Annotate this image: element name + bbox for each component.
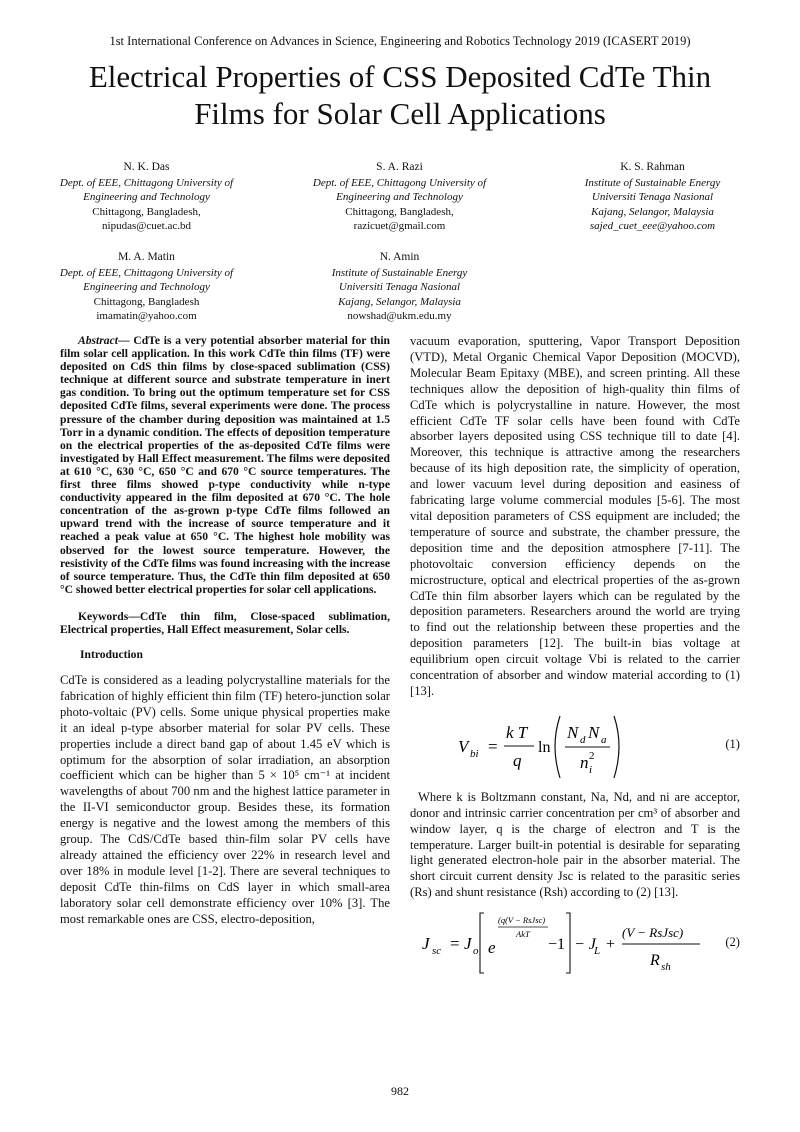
author-affiliation: Universiti Tenaga Nasional bbox=[338, 281, 461, 293]
eq1-ln: ln bbox=[538, 738, 551, 756]
intro-paragraph: CdTe is considered as a leading polycrystalline materials for the fabrication of highly efficient thin film (TF) hetero-junction solar photo-voltaic (PV) cells. Some unique physical properties make it an ideal p-type absorber material for solar PV cells. These properties include a direct band gap of about 1.45 eV which is optimum for the absorption of solar irradiation, an absorption coefficient which can be higher than 5 × 10⁵ cm⁻¹ at incident wavelengths of about 700 nm and the highest lattice parameter in the II-VI semiconductor group. Besides these, its formation energy is negative and the lowest among the members of this group. The CdS/CdTe based thin-film solar PV cells have already attained the efficiency over 22% in research level and over 18% in module level [1-2]. There are several techniques to deposit CdTe thin-films on CdS layer in which small-area laboratory solar cell demonstrate efficiency over 10% [3]. The most remarkable ones are CSS, electro-deposition, bbox=[60, 672, 390, 926]
eq2-e: e bbox=[488, 938, 496, 958]
page-number: 982 bbox=[391, 1084, 409, 1098]
eq2-exp-den: AkT bbox=[516, 929, 530, 940]
equation-2 bbox=[410, 907, 740, 979]
author-block bbox=[20, 250, 273, 324]
author-row-2 bbox=[20, 250, 780, 324]
author-location: Chittagong, Bangladesh bbox=[93, 295, 200, 308]
author-name: S. A. Razi bbox=[376, 161, 423, 173]
author-name: K. S. Rahman bbox=[620, 161, 685, 173]
author-name: N. K. Das bbox=[123, 161, 170, 173]
abstract-text: CdTe is a very potential absorber material for thin film solar cell application. In this work CdTe thin films (TF) were deposited on CdS thin films by close-spaced sublimation (CSS) technique at different source and substrate temperature in inert gas condition. To bring out the optimum temperature set for CSS deposited CdTe films, several experiments were done. The process pressure of the chamber during deposition was maintained at 1.5 Torr in a dynamic condition. The effects of deposition temperature on the electrical properties of the as-deposited CdTe films were investigated by Hall Effect measurement. The films were deposited at 610 °C, 630 °C, 650 °C and 670 °C source temperatures. The first three films showed p-type conductivity while n-type conductivity appeared in the film deposited at 670 °C. The hole concentration of the as-grown p-type CdTe films followed an upward trend with the increase of source temperature and it reached a peak value at 650 °C. The highest hole mobility was observed for the lowest source temperature. However, the resistivity of the CdTe films was found increasing with the increase of source temperature. Thus, the CdTe thin film deposited at 650 °C showed better electrical properties for solar cell applications. bbox=[60, 334, 390, 596]
author-name: N. Amin bbox=[379, 251, 420, 263]
abstract-label: Abstract bbox=[78, 334, 118, 347]
equation-2-graphic bbox=[410, 907, 720, 979]
equation-1-number: (1) bbox=[725, 736, 740, 751]
author-block bbox=[20, 160, 273, 234]
author-affiliation: Institute of Sustainable Energy bbox=[584, 176, 721, 189]
eq2-equals: = bbox=[450, 934, 460, 954]
eq1-inner-n2-sub: a bbox=[601, 733, 607, 746]
author-affiliation: Engineering and Technology bbox=[336, 191, 463, 203]
author-email: imamatin@yahoo.com bbox=[96, 310, 197, 322]
right-column bbox=[410, 334, 740, 981]
equation-1 bbox=[410, 702, 740, 788]
eq2-exp-num: (q(V − RsJsc) bbox=[498, 915, 546, 926]
eq1-inner-n1-sub: d bbox=[580, 733, 586, 746]
author-block bbox=[526, 160, 779, 234]
eq1-equals: = bbox=[488, 736, 498, 756]
body-paragraph: Where k is Boltzmann constant, Na, Nd, and ni are acceptor, donor and intrinsic carrier concentration per cm³ of absorber and window layer, q is the charge of electron and T is the temperature. Larger built-in potential is desirable for separating light generated electron-hole pair in the absorber material. The short circuit current density Jsc is related to the parasitic series (Rs) and shunt resistance (Rsh) according to (2) [13]. bbox=[410, 789, 740, 900]
author-affiliation: Engineering and Technology bbox=[83, 191, 210, 203]
eq2-jo: J bbox=[464, 934, 472, 954]
author-affiliation: Dept. of EEE, Chittagong University of bbox=[312, 176, 487, 189]
eq2-jo-sub: o bbox=[473, 945, 479, 958]
eq1-lhs: V bbox=[458, 736, 469, 756]
eq2-frac-den-sub: sh bbox=[661, 961, 671, 974]
eq1-inner-den: n bbox=[580, 752, 589, 772]
author-location: Kajang, Selangor, Malaysia bbox=[338, 295, 461, 308]
eq2-frac-den: R bbox=[650, 952, 660, 970]
author-location: Chittagong, Bangladesh, bbox=[345, 205, 454, 218]
author-location: Kajang, Selangor, Malaysia bbox=[591, 205, 714, 218]
equation-1-graphic bbox=[410, 702, 710, 788]
eq1-inner-n2: N bbox=[588, 722, 600, 742]
eq1-numerator: k T bbox=[506, 722, 528, 742]
title-line-2: Films for Solar Cell Applications bbox=[194, 96, 606, 131]
eq2-minus-jl: − J bbox=[574, 936, 596, 954]
eq1-inner-n1: N bbox=[567, 722, 579, 742]
eq1-right-paren bbox=[614, 716, 619, 778]
body-paragraph: vacuum evaporation, sputtering, Vapor Transport Deposition (VTD), Metal Organic Chemical Vapor Deposition (MOCVD), Molecular Beam Epitaxy (MBE), and screen printing. All these techniques allow the deposition of high-quality thin films of CdTe which is polycrystalline in nature. However, the most efficient CdTe TF solar cells have been found with CdTe absorber layers deposited using CSS technique till to date [4]. Moreover, this technique is attractive among the researchers because of its high deposition rate, the simplicity of operation, and lower vacuum level during deposition and easiness of fabricating large volume commercial modules [5-6]. The most vital deposition parameters of CSS equipment are included; the temperature of source and substrate, the chamber pressure, the deposition time and the deposition atmosphere [7-11]. The photovoltaic conversion efficiency depends on the microstructure, optical and electrical properties of the as-grown CdTe thin film absorber layers which can be regulated by the deposition parameters. Researchers around the world are trying to find out the relationship between these properties and the deposition parameters [12]. The built-in bias voltage at equilibrium open circuit voltage Vbi is related to the carrier concentration of absorber and window material according to (1) [13]. bbox=[410, 334, 740, 698]
author-block bbox=[273, 160, 526, 234]
author-email: nipudas@cuet.ac.bd bbox=[102, 220, 191, 232]
eq2-plus: + bbox=[606, 936, 616, 954]
author-affiliation: Engineering and Technology bbox=[83, 281, 210, 293]
author-email: sajed_cuet_eee@yahoo.com bbox=[589, 220, 716, 232]
eq1-lhs-sub: bi bbox=[470, 747, 479, 760]
author-email: nowshad@ukm.edu.my bbox=[347, 310, 452, 322]
author-row-1 bbox=[20, 160, 780, 234]
eq1-left-paren bbox=[555, 716, 560, 778]
author-affiliation: Universiti Tenaga Nasional bbox=[591, 191, 714, 203]
eq2-right-bracket bbox=[566, 913, 570, 973]
eq2-lhs-sub: sc bbox=[432, 945, 442, 958]
eq2-jl-sub: L bbox=[594, 945, 601, 958]
author-name: M. A. Matin bbox=[118, 251, 175, 263]
author-block bbox=[273, 250, 526, 324]
author-email: razicuet@gmail.com bbox=[353, 220, 446, 232]
eq2-frac-num: (V − RsJsc) bbox=[622, 925, 684, 941]
section-heading-introduction: Introduction bbox=[80, 648, 143, 662]
eq1-inner-den-sup: 2 bbox=[589, 749, 595, 762]
paper-title bbox=[40, 58, 760, 132]
author-affiliation: Dept. of EEE, Chittagong University of bbox=[59, 176, 234, 189]
author-affiliation: Institute of Sustainable Energy bbox=[331, 266, 468, 279]
equation-2-number: (2) bbox=[725, 935, 740, 950]
author-affiliation: Dept. of EEE, Chittagong University of bbox=[59, 266, 234, 279]
eq1-inner-den-sub: i bbox=[589, 763, 593, 776]
eq2-lhs: J bbox=[422, 934, 430, 954]
eq2-minus-one: −1 bbox=[548, 936, 566, 954]
conference-header: 1st International Conference on Advances in Science, Engineering and Robotics Technology 2019 (ICASERT 2019) bbox=[109, 34, 691, 48]
title-line-1: Electrical Properties of CSS Deposited CdTe Thin bbox=[88, 59, 712, 94]
keywords: Keywords—CdTe thin film, Close-spaced sublimation, Electrical properties, Hall Effect measurement, Solar cells. bbox=[60, 609, 390, 636]
abstract bbox=[60, 334, 390, 596]
author-location: Chittagong, Bangladesh, bbox=[92, 205, 201, 218]
eq2-left-bracket bbox=[480, 913, 484, 973]
eq1-denominator: q bbox=[513, 750, 522, 770]
abstract-dash: — bbox=[117, 334, 130, 347]
left-column bbox=[60, 334, 390, 927]
